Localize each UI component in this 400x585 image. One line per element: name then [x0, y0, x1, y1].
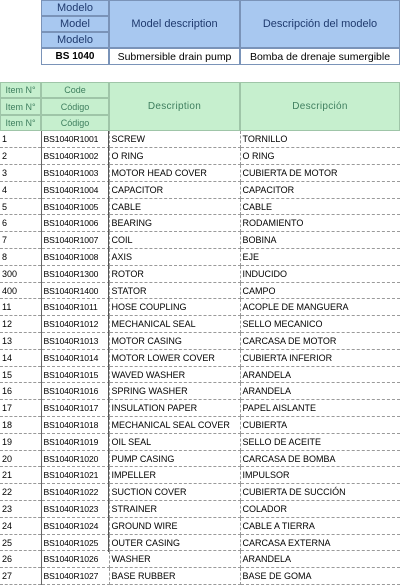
part-code-cell[interactable]: BS1040R1022 — [41, 484, 109, 501]
part-code-cell[interactable]: BS1040R1024 — [41, 517, 109, 534]
model-name-es-cell[interactable] — [240, 48, 400, 65]
model-name-en: Submersible drain pump — [117, 50, 232, 63]
model-name-es: Bomba de drenaje sumergible — [249, 50, 391, 63]
modelo-label-cell[interactable] — [41, 0, 109, 16]
item-number-cell[interactable]: 27 — [0, 568, 41, 585]
part-code-cell[interactable]: BS1040R1018 — [41, 417, 109, 434]
item-number-cell[interactable]: 15 — [0, 366, 41, 383]
item-number-cell[interactable]: 1 — [0, 131, 41, 148]
description-en-header[interactable] — [109, 82, 240, 131]
part-code-cell[interactable]: BS1040R1004 — [41, 181, 109, 198]
item-number-cell[interactable]: 16 — [0, 383, 41, 400]
item-number-label-1: Item N° — [5, 85, 36, 95]
table-row — [0, 282, 400, 299]
item-number-cell[interactable]: 25 — [0, 534, 41, 551]
table-row — [0, 316, 400, 333]
part-code-cell[interactable]: BS1040R1017 — [41, 400, 109, 417]
table-row — [0, 299, 400, 316]
parts-table-body — [0, 131, 400, 585]
modelo-label-cell-2[interactable] — [41, 32, 109, 48]
item-number-label-3: Item N° — [5, 118, 36, 128]
part-code-cell[interactable]: BS1040R1400 — [41, 282, 109, 299]
description-en-cell[interactable]: GROUND WIRE — [109, 517, 240, 534]
description-en-cell[interactable]: OIL SEAL — [109, 433, 240, 450]
table-row — [0, 333, 400, 350]
part-code-cell[interactable]: BS1040R1008 — [41, 249, 109, 266]
table-row — [0, 534, 400, 551]
description-es-cell[interactable]: ARANDELA — [240, 366, 400, 383]
description-es-cell[interactable]: TORNILLO — [240, 131, 400, 148]
description-en-cell[interactable]: OUTER CASING — [109, 534, 240, 551]
description-en-cell[interactable]: MOTOR LOWER COVER — [109, 349, 240, 366]
description-en-cell[interactable]: SUCTION COVER — [109, 484, 240, 501]
model-name-en-cell[interactable] — [109, 48, 240, 65]
description-es-cell[interactable]: CUBIERTA DE SUCCIÓN — [240, 484, 400, 501]
part-code-cell[interactable]: BS1040R1005 — [41, 198, 109, 215]
item-number-cell[interactable]: 7 — [0, 232, 41, 249]
description-es-cell[interactable]: SELLO DE ACEITE — [240, 433, 400, 450]
table-row — [0, 551, 400, 568]
model-code-cell[interactable] — [41, 48, 109, 65]
description-es-cell[interactable]: ACOPLE DE MANGUERA — [240, 299, 400, 316]
table-row — [0, 265, 400, 282]
description-en-cell[interactable]: MOTOR CASING — [109, 333, 240, 350]
description-en-cell[interactable]: HOSE COUPLING — [109, 299, 240, 316]
code-header-3[interactable] — [41, 115, 109, 131]
description-es-cell[interactable]: CUBIERTA INFERIOR — [240, 349, 400, 366]
table-row — [0, 165, 400, 182]
table-row — [0, 215, 400, 232]
item-number-header-3[interactable] — [0, 115, 41, 131]
table-row — [0, 131, 400, 148]
item-number-cell[interactable]: 18 — [0, 417, 41, 434]
description-es-cell[interactable]: CARCASA DE BOMBA — [240, 450, 400, 467]
code-label-1: Code — [64, 85, 86, 95]
model-description-es: Descripción del modelo — [262, 18, 378, 30]
item-number-cell[interactable]: 26 — [0, 551, 41, 568]
part-code-cell[interactable]: BS1040R1020 — [41, 450, 109, 467]
model-description-es-cell[interactable] — [240, 0, 400, 48]
description-es-cell[interactable]: SELLO MECANICO — [240, 316, 400, 333]
item-number-cell[interactable]: 14 — [0, 349, 41, 366]
part-code-cell[interactable]: BS1040R1014 — [41, 349, 109, 366]
table-row — [0, 568, 400, 585]
column-divider-code — [108, 131, 109, 552]
description-es-cell[interactable]: CABLE A TIERRA — [240, 517, 400, 534]
model-code: BS 1040 — [55, 51, 95, 62]
description-es-cell[interactable]: ARANDELA — [240, 551, 400, 568]
description-es-cell[interactable]: COLADOR — [240, 501, 400, 518]
description-es-cell[interactable]: CAMPO — [240, 282, 400, 299]
item-number-label-2: Item N° — [5, 101, 36, 112]
table-row — [0, 181, 400, 198]
item-number-cell[interactable]: 6 — [0, 215, 41, 232]
description-en-cell[interactable]: SCREW — [109, 131, 240, 148]
description-en-cell[interactable]: COIL — [109, 232, 240, 249]
description-es-cell[interactable]: EJE — [240, 249, 400, 266]
table-row — [0, 232, 400, 249]
model-description-en-cell[interactable] — [109, 0, 240, 48]
part-code-cell[interactable]: BS1040R1001 — [41, 131, 109, 148]
item-number-cell[interactable]: 3 — [0, 165, 41, 182]
part-code-cell[interactable]: BS1040R1003 — [41, 165, 109, 182]
code-label-2: Código — [60, 101, 90, 112]
model-description-en: Model description — [131, 18, 218, 30]
description-es-label: Descripción — [292, 101, 348, 112]
part-code-cell[interactable]: BS1040R1006 — [41, 215, 109, 232]
column-header — [0, 82, 400, 131]
table-row — [0, 400, 400, 417]
model-label: Model — [60, 18, 90, 30]
part-code-cell[interactable]: BS1040R1021 — [41, 467, 109, 484]
part-code-cell[interactable]: BS1040R1007 — [41, 232, 109, 249]
table-row — [0, 198, 400, 215]
description-es-cell[interactable]: CAPACITOR — [240, 181, 400, 198]
description-es-cell[interactable]: BASE DE GOMA — [240, 568, 400, 585]
item-number-cell[interactable]: 5 — [0, 198, 41, 215]
table-row — [0, 349, 400, 366]
item-number-header-2[interactable] — [0, 98, 41, 115]
item-number-cell[interactable]: 2 — [0, 148, 41, 165]
part-code-cell[interactable]: BS1040R1016 — [41, 383, 109, 400]
description-es-cell[interactable]: ARANDELA — [240, 383, 400, 400]
item-number-cell[interactable]: 21 — [0, 467, 41, 484]
description-es-cell[interactable]: CUBIERTA — [240, 417, 400, 434]
table-row — [0, 383, 400, 400]
description-es-header[interactable] — [240, 82, 400, 131]
description-en-cell[interactable]: BASE RUBBER — [109, 568, 240, 585]
item-number-cell[interactable]: 400 — [0, 282, 41, 299]
table-row — [0, 249, 400, 266]
description-en-cell[interactable]: ROTOR — [109, 265, 240, 282]
description-es-cell[interactable]: RODAMIENTO — [240, 215, 400, 232]
table-row — [0, 148, 400, 165]
item-number-cell[interactable]: 13 — [0, 333, 41, 350]
description-en-cell[interactable]: MECHANICAL SEAL — [109, 316, 240, 333]
description-en-label: Description — [147, 101, 202, 112]
modelo-label-2: Modelo — [56, 34, 94, 46]
description-en-cell[interactable]: IMPELLER — [109, 467, 240, 484]
description-es-cell[interactable]: BOBINA — [240, 232, 400, 249]
item-number-cell[interactable]: 4 — [0, 181, 41, 198]
item-number-cell[interactable]: 24 — [0, 517, 41, 534]
description-es-cell[interactable]: CARCASA DE MOTOR — [240, 333, 400, 350]
modelo-label: Modelo — [56, 2, 94, 14]
part-code-cell[interactable]: BS1040R1013 — [41, 333, 109, 350]
description-es-cell[interactable]: O RING — [240, 148, 400, 165]
item-number-cell[interactable]: 22 — [0, 484, 41, 501]
description-en-cell[interactable]: CAPACITOR — [109, 181, 240, 198]
part-code-cell[interactable]: BS1040R1019 — [41, 433, 109, 450]
item-number-cell[interactable]: 23 — [0, 501, 41, 518]
code-header-2[interactable] — [41, 98, 109, 115]
item-number-cell[interactable]: 19 — [0, 433, 41, 450]
part-code-cell[interactable]: BS1040R1002 — [41, 148, 109, 165]
part-code-cell[interactable]: BS1040R1015 — [41, 366, 109, 383]
item-number-cell[interactable]: 20 — [0, 450, 41, 467]
description-en-cell[interactable]: INSULATION PAPER — [109, 400, 240, 417]
item-number-cell[interactable]: 11 — [0, 299, 41, 316]
description-es-cell[interactable]: CARCASA EXTERNA — [240, 534, 400, 551]
description-en-cell[interactable]: O RING — [109, 148, 240, 165]
item-number-cell[interactable]: 12 — [0, 316, 41, 333]
model-label-cell[interactable] — [41, 16, 109, 32]
description-en-cell[interactable]: BEARING — [109, 215, 240, 232]
description-en-cell[interactable]: PUMP CASING — [109, 450, 240, 467]
description-en-cell[interactable]: AXIS — [109, 249, 240, 266]
parts-table — [0, 131, 400, 585]
table-row — [0, 484, 400, 501]
item-number-cell[interactable]: 17 — [0, 400, 41, 417]
description-es-cell[interactable]: PAPEL AISLANTE — [240, 400, 400, 417]
table-row — [0, 450, 400, 467]
description-en-cell[interactable]: MOTOR HEAD COVER — [109, 165, 240, 182]
code-header-1[interactable] — [41, 82, 109, 98]
model-header — [0, 0, 400, 65]
description-es-cell[interactable]: INDUCIDO — [240, 265, 400, 282]
part-code-cell[interactable]: BS1040R1027 — [41, 568, 109, 585]
part-code-cell[interactable]: BS1040R1011 — [41, 299, 109, 316]
part-code-cell[interactable]: BS1040R1012 — [41, 316, 109, 333]
description-es-cell[interactable]: IMPULSOR — [240, 467, 400, 484]
part-code-cell[interactable]: BS1040R1025 — [41, 534, 109, 551]
item-number-cell[interactable]: 8 — [0, 249, 41, 266]
description-en-cell[interactable]: STRAINER — [109, 501, 240, 518]
table-row — [0, 517, 400, 534]
description-es-cell[interactable]: CABLE — [240, 198, 400, 215]
table-row — [0, 417, 400, 434]
table-row — [0, 501, 400, 518]
description-en-cell[interactable]: MECHANICAL SEAL COVER — [109, 417, 240, 434]
code-label-3: Código — [60, 118, 90, 128]
table-row — [0, 433, 400, 450]
description-en-cell[interactable]: SPRING WASHER — [109, 383, 240, 400]
description-en-cell[interactable]: STATOR — [109, 282, 240, 299]
part-code-cell[interactable]: BS1040R1300 — [41, 265, 109, 282]
description-en-cell[interactable]: WAVED WASHER — [109, 366, 240, 383]
part-code-cell[interactable]: BS1040R1023 — [41, 501, 109, 518]
description-es-cell[interactable]: CUBIERTA DE MOTOR — [240, 165, 400, 182]
table-row — [0, 366, 400, 383]
part-code-cell[interactable]: BS1040R1026 — [41, 551, 109, 568]
table-row — [0, 467, 400, 484]
item-number-header-1[interactable] — [0, 82, 41, 98]
item-number-cell[interactable]: 300 — [0, 265, 41, 282]
description-en-cell[interactable]: WASHER — [109, 551, 240, 568]
description-en-cell[interactable]: CABLE — [109, 198, 240, 215]
